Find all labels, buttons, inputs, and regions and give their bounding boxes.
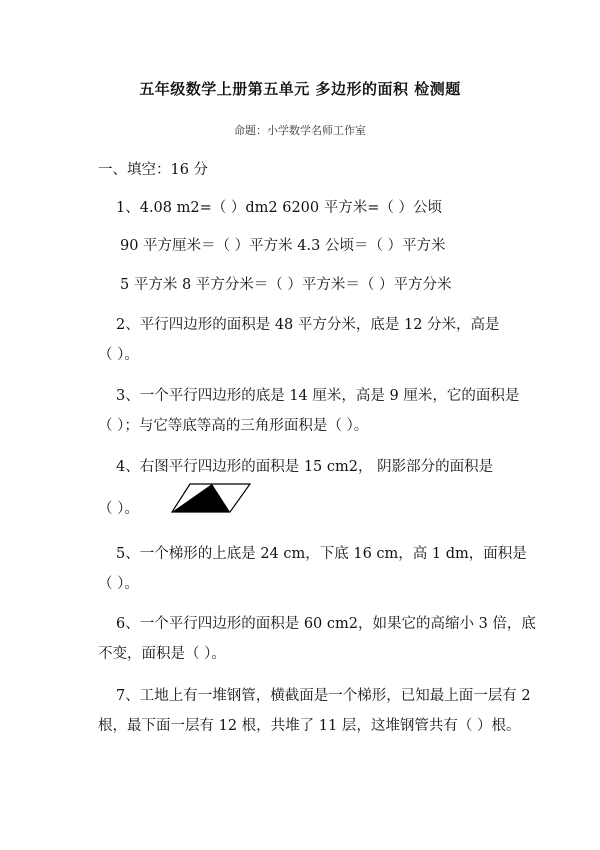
q1-line-2: 90 平方厘米＝（ ）平方米 4.3 公顷＝（ ）平方米	[120, 238, 446, 254]
page-title: 五年级数学上册第五单元 多边形的面积 检测题	[139, 80, 461, 98]
q5-line-1: 5、一个梯形的上底是 24 cm，下底 16 cm，高 1 dm，面积是	[116, 546, 527, 562]
section-heading: 一、填空：16 分	[98, 162, 209, 178]
q1-line-1: 1、4.08 m2=（ ）dm2 6200 平方米=（ ）公顷	[116, 200, 442, 216]
q1-line-3: 5 平方米 8 平方分米＝（ ）平方米＝（ ）平方分米	[120, 277, 452, 293]
q4-line-1: 4、右图平行四边形的面积是 15 cm2， 阴影部分的面积是	[116, 459, 494, 475]
q2-line-2: （ ）。	[98, 347, 139, 363]
q3-line-2: （ ）；与它等底等高的三角形面积是（ ）。	[98, 418, 369, 434]
q2-line-1: 2、平行四边形的面积是 48 平方分米，底是 12 分米，高是	[116, 317, 500, 333]
q5-line-2: （ ）。	[98, 576, 139, 592]
q6-line-1: 6、一个平行四边形的面积是 60 cm2，如果它的高缩小 3 倍，底	[116, 616, 536, 632]
q6-line-2: 不变，面积是（ ）。	[98, 646, 226, 662]
q7-line-2: 根，最下面一层有 12 根，共堆了 11 层，这堆钢管共有（ ）根。	[98, 718, 521, 734]
q7-line-1: 7、工地上有一堆钢管，横截面是一个梯形，已知最上面一层有 2	[116, 688, 531, 704]
author-line: 命题：小学数学名师工作室	[234, 124, 366, 137]
parallelogram-figure	[170, 482, 252, 514]
q3-line-1: 3、一个平行四边形的底是 14 厘米，高是 9 厘米，它的面积是	[116, 388, 520, 404]
q4-answer-blank: （ ）。	[98, 501, 139, 517]
